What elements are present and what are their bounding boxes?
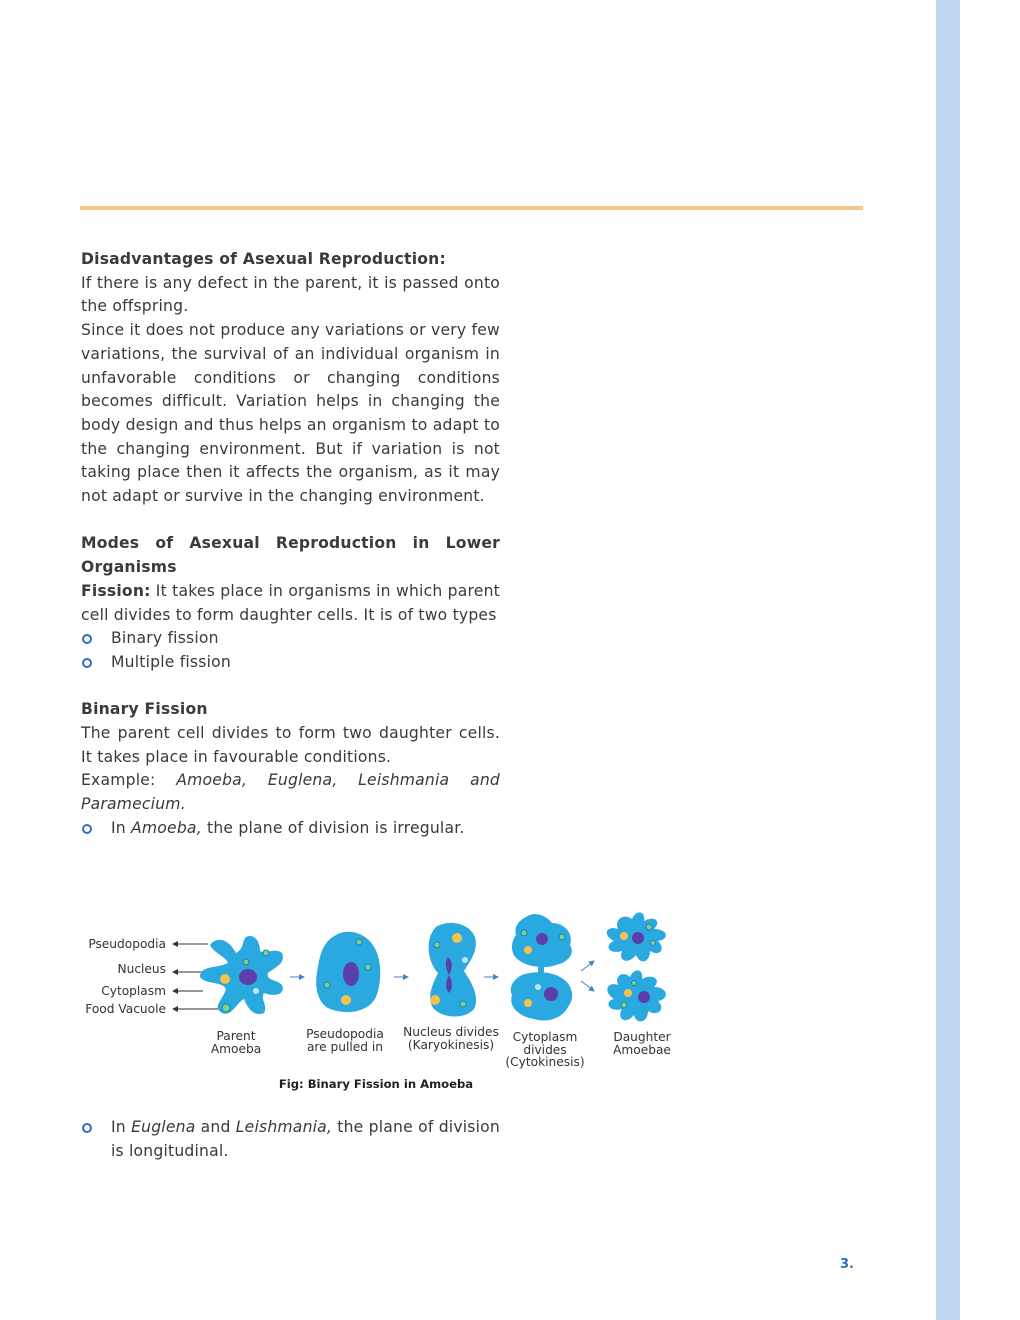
fission-label: Fission: <box>81 581 151 600</box>
organism-name: Leishmania, <box>235 1118 333 1136</box>
text-segment: In <box>111 1118 132 1136</box>
karyokinesis-amoeba <box>429 923 476 1017</box>
paragraph-variations: Since it does not produce any variations or very few variations, the survival of an individual organism in unfavorable conditions or changing conditions becomes difficult. Variation helps in changing the body design and thus helps an organism to adapt to the changing environment. But if variation is not taking place then it affects the organism, as it may not adapt or survive in the changing environment. <box>81 321 500 506</box>
organism-name: Amoeba, <box>131 818 202 837</box>
bottom-column <box>81 1116 500 1163</box>
label-nucleus: Nucleus <box>117 962 166 976</box>
rounded-amoeba <box>316 932 380 1012</box>
list-item <box>81 651 500 675</box>
daughter-amoeba-bottom <box>607 970 666 1021</box>
list-item-text: Binary fission <box>111 629 219 648</box>
organism-name: Euglena <box>131 1118 196 1136</box>
page-number: 3. <box>840 1257 854 1272</box>
text-segment: the plane of division is longitudinal. <box>111 1118 500 1160</box>
list-item <box>81 817 500 841</box>
list-item <box>81 627 500 651</box>
parent-amoeba <box>200 936 283 1014</box>
paragraph-defect: If there is any defect in the parent, it is passed onto the offspring. <box>81 273 500 316</box>
label-food-vacuole: Food Vacuole <box>85 1002 166 1016</box>
figure-caption: Fig: Binary Fission in Amoeba <box>278 1077 474 1091</box>
bullet-icon <box>82 1123 92 1133</box>
paragraph-binary-fission: The parent cell divides to form two daughter cells. It takes place in favourable conditions. <box>81 724 500 766</box>
text-segment: the plane of division is irregular. <box>201 818 465 837</box>
bullet-icon <box>82 824 92 834</box>
paragraph-example <box>81 769 500 816</box>
bullet-icon <box>82 634 92 644</box>
main-column <box>81 248 500 841</box>
text-segment: and <box>195 1118 236 1136</box>
list-item-text: Multiple fission <box>111 652 231 671</box>
section-heading-modes: Modes of Asexual Reproduction in Lower Organisms <box>81 534 500 577</box>
text-segment: In <box>111 818 132 837</box>
label-pseudopodia: Pseudopodia <box>88 937 166 951</box>
bullet-icon <box>82 658 92 668</box>
list-item <box>81 1116 500 1163</box>
section-heading-disadvantages: Disadvantages of Asexual Reproduction: <box>81 250 446 268</box>
cytokinesis-amoeba <box>511 914 572 1020</box>
example-label: Example: <box>81 771 177 790</box>
daughter-amoeba-top <box>607 912 666 961</box>
fission-text: It takes place in organisms in which parent cell divides to form daughter cells. It is of two types <box>81 581 500 624</box>
header-rule <box>80 206 863 210</box>
paragraph-fission <box>81 580 500 627</box>
stage-label-karyokinesis: Nucleus divides (Karyokinesis) <box>403 1025 499 1052</box>
stage-label-daughter: Daughter Amoebae <box>613 1030 671 1057</box>
binary-fission-figure <box>76 905 676 1095</box>
stage-label-pseudopodia-pulled: Pseudopodia are pulled in <box>306 1027 384 1054</box>
section-heading-binary-fission: Binary Fission <box>81 700 208 719</box>
label-cytoplasm: Cytoplasm <box>101 984 166 998</box>
side-accent-bar <box>936 0 960 1320</box>
stage-label-parent: Parent Amoeba <box>210 1029 262 1056</box>
stage-label-cytokinesis: Cytoplasm divides (Cytokinesis) <box>505 1030 585 1069</box>
example-organisms: Amoeba, Euglena, Leishmania and Paramecium. <box>81 771 501 814</box>
